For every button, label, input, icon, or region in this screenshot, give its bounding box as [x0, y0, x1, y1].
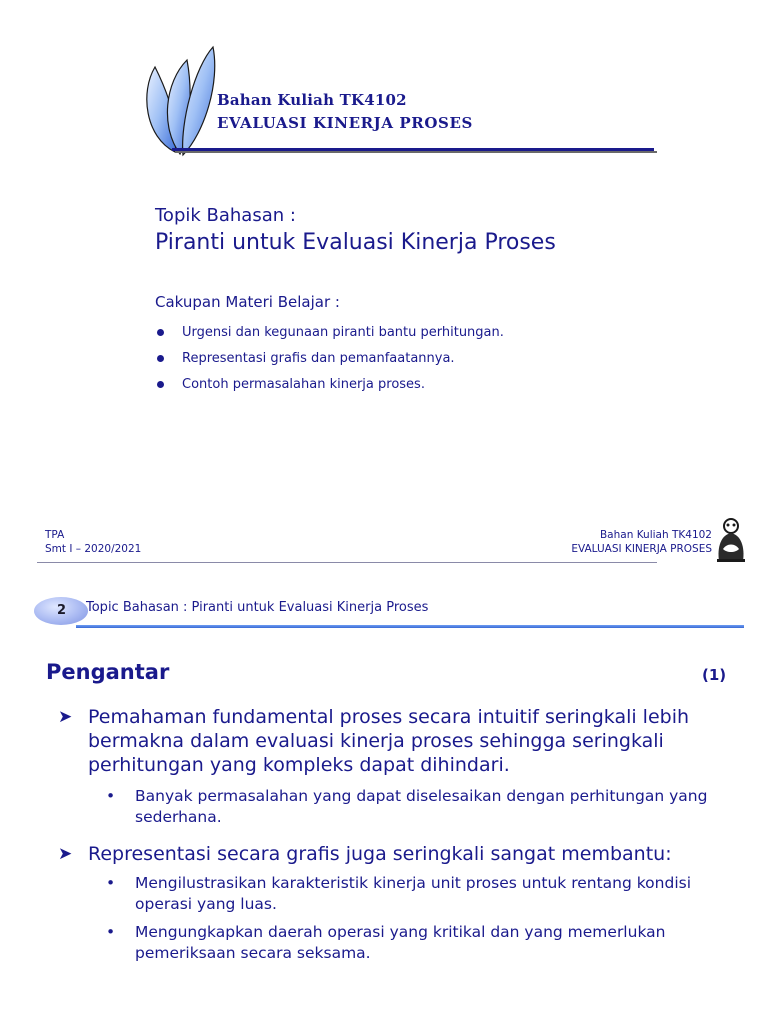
footer-author: TPA	[45, 529, 65, 541]
page-number: 2	[57, 603, 67, 618]
list-item: Urgensi dan kegunaan piranti bantu perhitungan.	[155, 320, 504, 346]
topic-label: Topik Bahasan :	[155, 205, 296, 226]
list-item: ➤ Pemahaman fundamental proses secara intuitif seringkali lebih bermakna dalam evaluasi kinerja proses sehingga seringkali perhitungan yang kompleks dapat dihindari.	[58, 706, 690, 776]
topic-title: Piranti untuk Evaluasi Kinerja Proses	[155, 230, 556, 255]
slide-header: Topic Bahasan : Piranti untuk Evaluasi Kinerja Proses	[86, 600, 429, 615]
footer-course-code: Bahan Kuliah TK4102	[599, 529, 712, 541]
list-item: ➤ Representasi secara grafis juga seringkali sangat membantu:	[58, 843, 672, 865]
arrowhead-icon: ➤	[58, 707, 73, 727]
header-rule	[76, 625, 744, 628]
list-item: Representasi grafis dan pemanfaatannya.	[155, 346, 504, 372]
header-rule-shadow	[175, 151, 657, 153]
ganesha-emblem-icon	[713, 517, 749, 563]
sub-list-item: • Mengungkapkan daerah operasi yang kritikal dan yang memerlukan pemeriksaan secara seksama.	[106, 923, 666, 962]
scope-label: Cakupan Materi Belajar :	[155, 293, 340, 311]
blue-petals-icon	[135, 42, 225, 162]
arrowhead-icon: ➤	[58, 844, 73, 864]
scope-list	[155, 320, 504, 398]
bullet-dot-icon	[157, 381, 164, 388]
bullet-dot-icon	[157, 329, 164, 336]
section-number: (1)	[702, 666, 727, 684]
list-item: Contoh permasalahan kinerja proses.	[155, 372, 504, 398]
bullet-dot-icon: •	[106, 923, 116, 941]
header-rule	[172, 148, 654, 151]
bullet-dot-icon: •	[106, 787, 116, 805]
course-title: EVALUASI KINERJA PROSES	[217, 114, 473, 132]
bullet-dot-icon	[157, 355, 164, 362]
footer-course-title: EVALUASI KINERJA PROSES	[571, 543, 712, 555]
page-separator	[37, 562, 657, 563]
course-code: Bahan Kuliah TK4102	[217, 91, 407, 109]
footer-semester: Smt I – 2020/2021	[45, 543, 142, 555]
footer-right	[571, 528, 712, 556]
sub-list-item: • Mengilustrasikan karakteristik kinerja unit proses untuk rentang kondisi operasi yang luas.	[106, 874, 692, 913]
section-heading: Pengantar	[46, 660, 170, 684]
footer-left	[45, 528, 141, 556]
sub-list-item: • Banyak permasalahan yang dapat diselesaikan dengan perhitungan yang sederhana.	[106, 787, 708, 826]
bullet-dot-icon: •	[106, 874, 116, 892]
